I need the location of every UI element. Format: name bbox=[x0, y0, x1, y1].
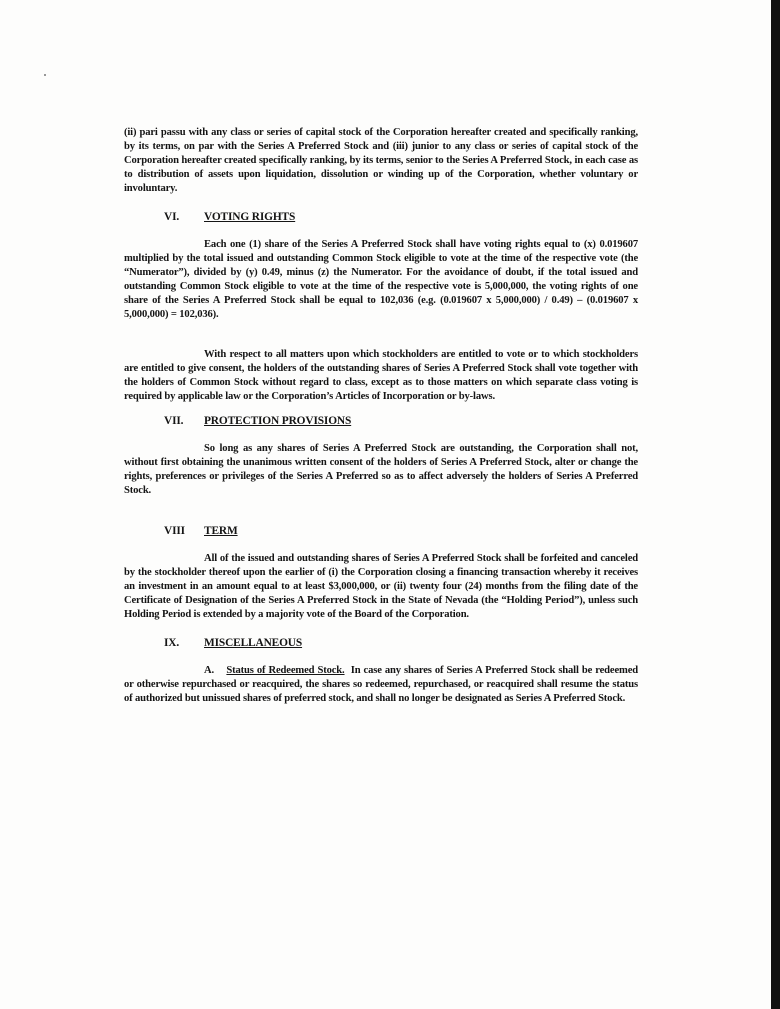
miscellaneous-subsection-a bbox=[124, 664, 638, 706]
section-heading-protection-provisions bbox=[164, 414, 638, 428]
section-number: VI. bbox=[164, 211, 180, 223]
scan-speck bbox=[44, 74, 46, 76]
section-title: TERM bbox=[204, 525, 238, 537]
section-heading-miscellaneous bbox=[164, 636, 638, 650]
document-body bbox=[124, 126, 638, 706]
voting-rights-paragraph-1: Each one (1) share of the Series A Preferred Stock shall have voting rights equal to (x) 0.019607 multiplied by the total issued and outstanding Common Stock eligible to vote at the time of the respective vote (the “Numerator”), divided by (y) 0.49, minus (z) the Numerator. For the avoidance of doubt, if the total issued and outstanding Common Stock eligible to vote at the time of the respective vote is 5,000,000, the voting rights of one share of the Series A Preferred Stock shall be equal to 102,036 (e.g. (0.019607 x 5,000,000) / 0.49) – (0.019607 x 5,000,000) = 102,036). bbox=[124, 239, 638, 320]
section-heading-term bbox=[164, 524, 638, 538]
voting-rights-paragraph-2: With respect to all matters upon which stockholders are entitled to vote or to which stockholders are entitled to give consent, the holders of the outstanding shares of Series A Preferred Stock shall vote together with the holders of Common Stock without regard to class, except as to those matters on which separate class voting is required by applicable law or the Corporation’s Articles of Incorporation or by-laws. bbox=[124, 349, 638, 402]
term-paragraph: All of the issued and outstanding shares of Series A Preferred Stock shall be forfeited and canceled by the stockholder thereof upon the earlier of (i) the Corporation closing a financing transaction whereby it receives an investment in an amount equal to at least $3,000,000, or (ii) twenty four (24) months from the filing date of the Certificate of Designation of the Series A Preferred Stock in the State of Nevada (the “Holding Period”), unless such Holding Period is extended by a majority vote of the Board of the Corporation. bbox=[124, 553, 638, 620]
protection-provisions-paragraph: So long as any shares of Series A Preferred Stock are outstanding, the Corporation shall not, without first obtaining the unanimous written consent of the holders of Series A Preferred Stock, alter or change the rights, preferences or privileges of the Series A Preferred so as to affect adversely the holders of Series A Preferred Stock. bbox=[124, 443, 638, 496]
subsection-label: Status of Redeemed Stock. bbox=[226, 665, 345, 676]
section-number: IX. bbox=[164, 637, 180, 649]
subsection-letter: A. bbox=[204, 665, 214, 676]
section-heading-voting-rights bbox=[164, 210, 638, 224]
subsection-text: In case any shares of Series A Preferred Stock shall be redeemed or otherwise repurchased or reacquired, the shares so redeemed, repurchased, or reacquired shall resume the status of authorized but unissued shares of preferred stock, and shall no longer be designated as Series A Preferred Stock. bbox=[124, 665, 638, 704]
section-title: MISCELLANEOUS bbox=[204, 637, 303, 649]
section-title: PROTECTION PROVISIONS bbox=[204, 415, 352, 427]
intro-paragraph: (ii) pari passu with any class or series of capital stock of the Corporation hereafter created and specifically ranking, by its terms, on par with the Series A Preferred Stock and (iii) junior to any class or series of capital stock of the Corporation hereafter created specifically ranking, by its terms, senior to the Series A Preferred Stock, in each case as to distribution of assets upon liquidation, dissolution or winding up of the Corporation, whether voluntary or involuntary. bbox=[124, 127, 638, 194]
section-number: VIII bbox=[164, 525, 185, 537]
scan-edge-bar bbox=[771, 0, 780, 1009]
section-title: VOTING RIGHTS bbox=[204, 211, 296, 223]
section-number: VII. bbox=[164, 415, 184, 427]
